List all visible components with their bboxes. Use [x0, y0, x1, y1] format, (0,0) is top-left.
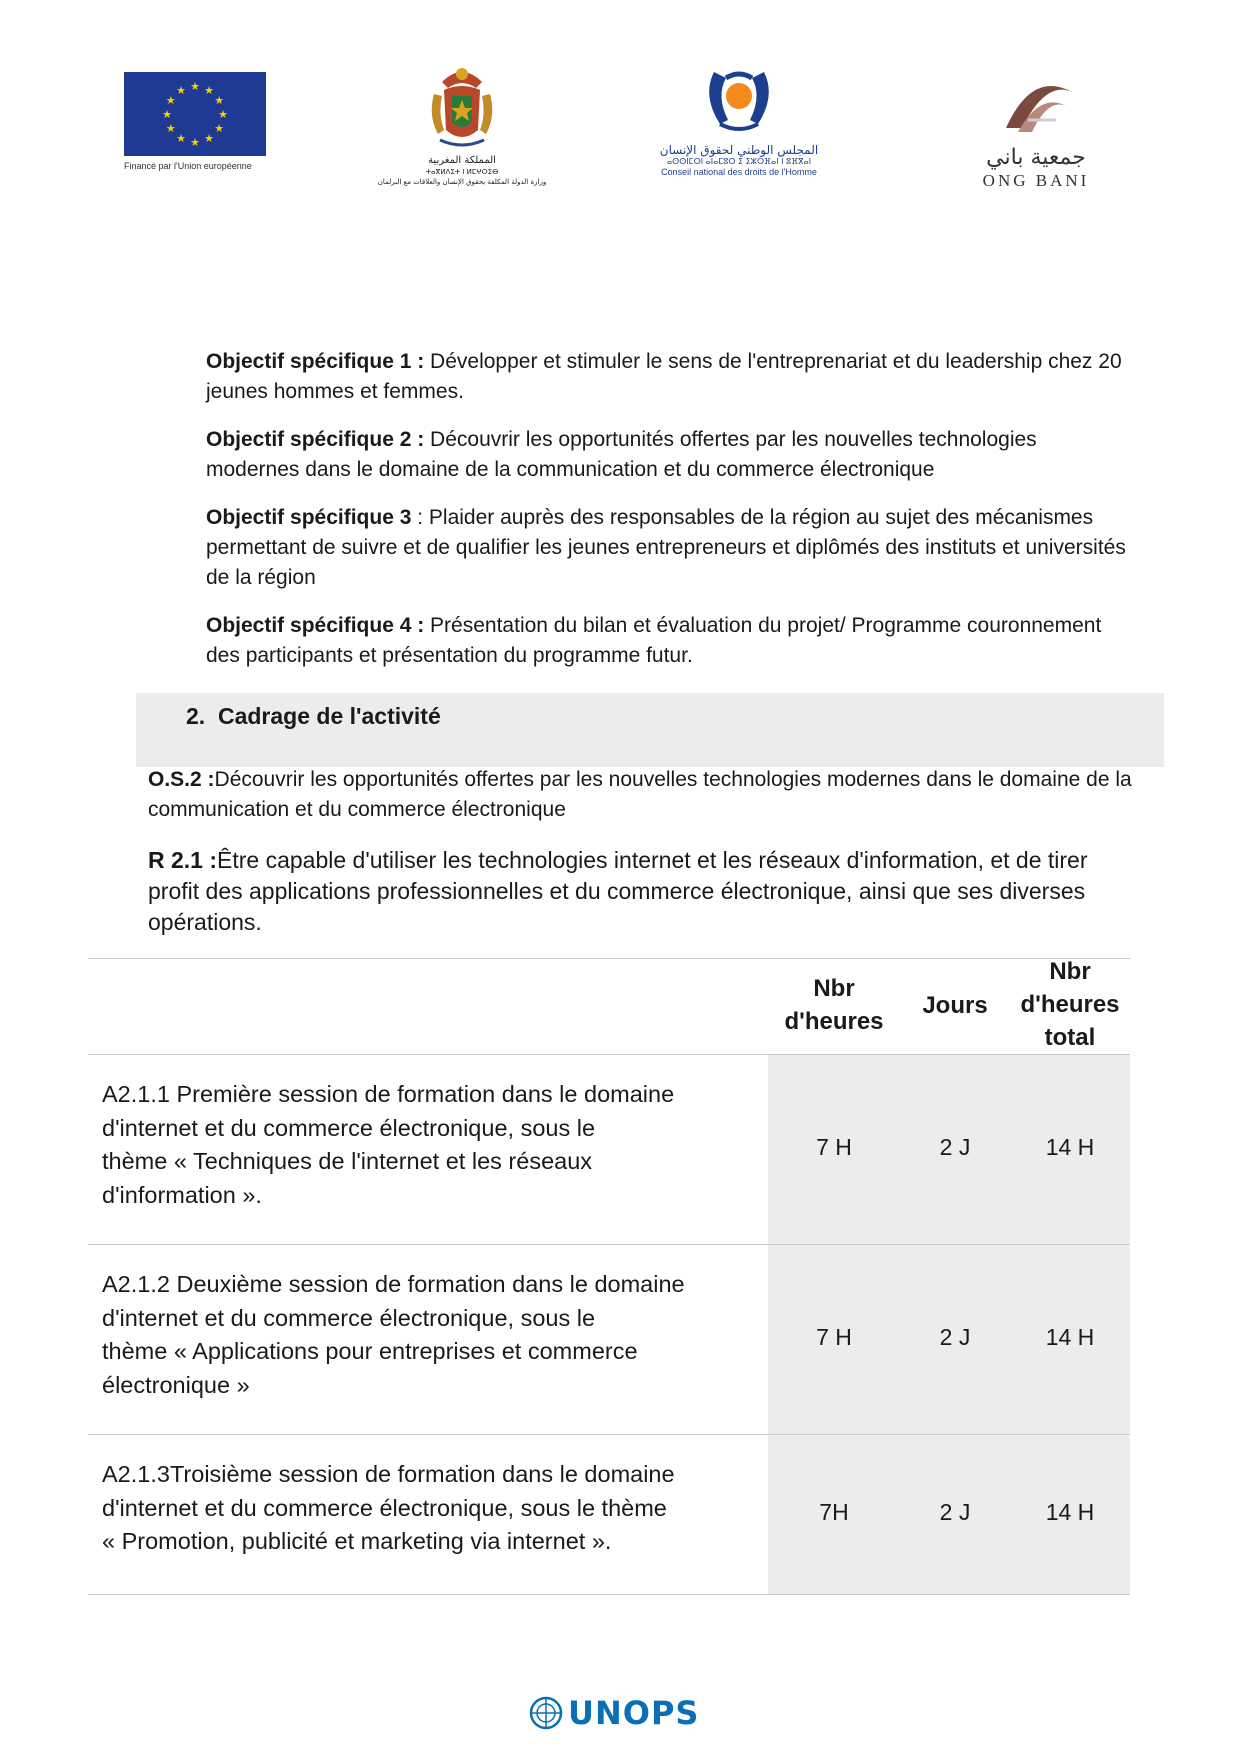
- activity-line: électronique »: [102, 1371, 250, 1398]
- table-row-rule: [88, 1244, 1130, 1245]
- morocco-arabic-name: المملكة المغربية: [428, 155, 496, 166]
- eu-star-icon: ★: [214, 123, 225, 135]
- table-bottom-rule: [88, 1594, 1130, 1595]
- section-title: Cadrage de l'activité: [217, 703, 441, 729]
- table-row-activity: [102, 1268, 742, 1402]
- objective-4-label: Objectif spécifique 4 :: [206, 614, 425, 637]
- header-hours-line: d'heures: [784, 1008, 884, 1035]
- section-heading: [186, 703, 441, 730]
- objective-1: [206, 347, 1131, 407]
- header-hours: [768, 972, 900, 1038]
- eu-star-icon: ★: [214, 95, 225, 107]
- header-days: Jours: [922, 992, 988, 1019]
- objective-3: [206, 503, 1131, 593]
- row-total: 14 H: [1045, 1324, 1095, 1350]
- row-total: 14 H: [1045, 1134, 1095, 1160]
- eu-star-icon: ★: [165, 95, 176, 107]
- table-row-rule: [88, 1434, 1130, 1435]
- eu-star-icon: ★: [204, 84, 214, 97]
- unops-logo: [528, 1693, 718, 1733]
- eu-caption: Financé par l'Union européenne: [124, 161, 252, 171]
- bani-arabic-name: جمعية باني: [986, 145, 1086, 170]
- os-paragraph: [148, 765, 1133, 825]
- row-days: 2 J: [939, 1499, 971, 1525]
- activity-line: d'internet et du commerce électronique, sous le: [102, 1114, 596, 1141]
- objective-4: [206, 611, 1131, 671]
- bani-roof-icon: [966, 62, 1106, 140]
- eu-star-icon: ★: [218, 109, 228, 121]
- coat-of-arms-icon: [372, 60, 552, 150]
- activity-line: d'internet et du commerce électronique, sous le thème: [102, 1494, 667, 1521]
- activity-line: A2.1.1 Première session de formation dans le domaine: [102, 1081, 675, 1107]
- header-total-line: d'heures: [1020, 991, 1120, 1018]
- objective-3-text: : Plaider auprès des responsables de la région au sujet des mécanismes permettant de suivre et de qualifier les jeunes entrepreneurs et diplômés des instituts et universités de la région: [206, 506, 1126, 589]
- activity-line: A2.1.2 Deuxième session de formation dans le domaine: [102, 1271, 685, 1297]
- morocco-tifinagh-name: ⵜⴰⴳⵍⴷⵉⵜ ⵏ ⵍⵎⵖⵔⵉⴱ: [425, 168, 499, 176]
- eu-star-icon: ★: [176, 133, 186, 146]
- row-days: 2 J: [939, 1324, 971, 1350]
- header-total-line: total: [1044, 1024, 1096, 1051]
- eu-star-icon: ★: [165, 123, 176, 135]
- row-hours: 7 H: [816, 1324, 852, 1350]
- un-emblem-icon: [528, 1695, 564, 1731]
- morocco-coat-of-arms-logo: [372, 60, 552, 184]
- result-paragraph: [148, 845, 1138, 938]
- row-hours: 7 H: [816, 1134, 852, 1160]
- cndh-hands-icon: [646, 66, 832, 138]
- activity-line: thème « Applications pour entreprises et commerce: [102, 1338, 638, 1364]
- eu-star-icon: ★: [162, 109, 172, 121]
- ong-bani-logo: [966, 62, 1106, 192]
- row-days: 2 J: [939, 1134, 971, 1160]
- header-total-line: Nbr: [1049, 958, 1091, 985]
- activity-line: « Promotion, publicité et marketing via internet ».: [102, 1528, 612, 1554]
- eu-flag-logo: [124, 72, 266, 156]
- objective-3-label: Objectif spécifique 3: [206, 506, 412, 529]
- result-text: Être capable d'utiliser les technologies internet et les réseaux d'information, et de tirer profit des applications professionnelles et du commerce électronique, ainsi que ses diverses opérations.: [148, 847, 1088, 935]
- activity-line: A2.1.3Troisième session de formation dans le domaine: [102, 1461, 675, 1487]
- objective-4-text: Présentation du bilan et évaluation du projet/ Programme couronnement des participants et présentation du programme futur.: [206, 614, 1102, 667]
- activity-line: d'information ».: [102, 1181, 262, 1208]
- os-label: O.S.2 :: [148, 768, 215, 791]
- table-row-activity: [102, 1458, 742, 1559]
- activity-line: thème « Techniques de l'internet et les réseaux: [102, 1148, 593, 1174]
- bani-latin-name: ONG BANI: [982, 171, 1090, 190]
- row-total: 14 H: [1045, 1499, 1095, 1525]
- objective-2-text: Découvrir les opportunités offertes par les nouvelles technologies modernes dans le domaine de la communication et du commerce électronique: [206, 428, 1037, 481]
- objective-1-label: Objectif spécifique 1 :: [206, 350, 425, 373]
- os-text: Découvrir les opportunités offertes par les nouvelles technologies modernes dans le domaine de la communication et du commerce électronique: [148, 768, 1132, 821]
- cndh-logo: [646, 66, 832, 178]
- table-row-activity: [102, 1078, 742, 1212]
- eu-star-icon: ★: [204, 133, 214, 146]
- section-number: 2.: [186, 703, 206, 729]
- table-header-rule: [88, 1054, 1130, 1055]
- unops-wordmark: UNOPS: [568, 1694, 700, 1732]
- morocco-ministry-name: وزارة الدولة المكلفة بحقوق الإنسان والعلاقات مع البرلمان: [377, 178, 547, 186]
- cndh-tifinagh-name: ⴰⵙⵙⵏⵎⵔⵏ ⴰⵏⴰⵎⵓⵔ ⵉ ⵉⵣⵔⴼⴰⵏ ⵏ ⵓⴼⴳⴰⵏ: [666, 157, 812, 166]
- objective-2-label: Objectif spécifique 2 :: [206, 428, 425, 451]
- result-label: R 2.1 :: [148, 847, 218, 873]
- eu-star-icon: ★: [190, 137, 200, 149]
- activity-line: d'internet et du commerce électronique, sous le: [102, 1304, 596, 1331]
- objective-1-text: Développer et stimuler le sens de l'entreprenariat et du leadership chez 20 jeunes hommes et femmes.: [206, 350, 1122, 403]
- header-total: [1010, 955, 1130, 1054]
- row-hours: 7H: [819, 1499, 849, 1525]
- table-top-rule: [88, 958, 1130, 959]
- cndh-arabic-name: المجلس الوطني لحقوق الإنسان: [659, 143, 819, 157]
- eu-star-icon: ★: [190, 81, 200, 93]
- eu-star-icon: ★: [176, 84, 186, 97]
- objective-2: [206, 425, 1131, 485]
- cndh-french-name: Conseil national des droits de l'Homme: [661, 167, 817, 177]
- header-hours-line: Nbr: [813, 975, 855, 1002]
